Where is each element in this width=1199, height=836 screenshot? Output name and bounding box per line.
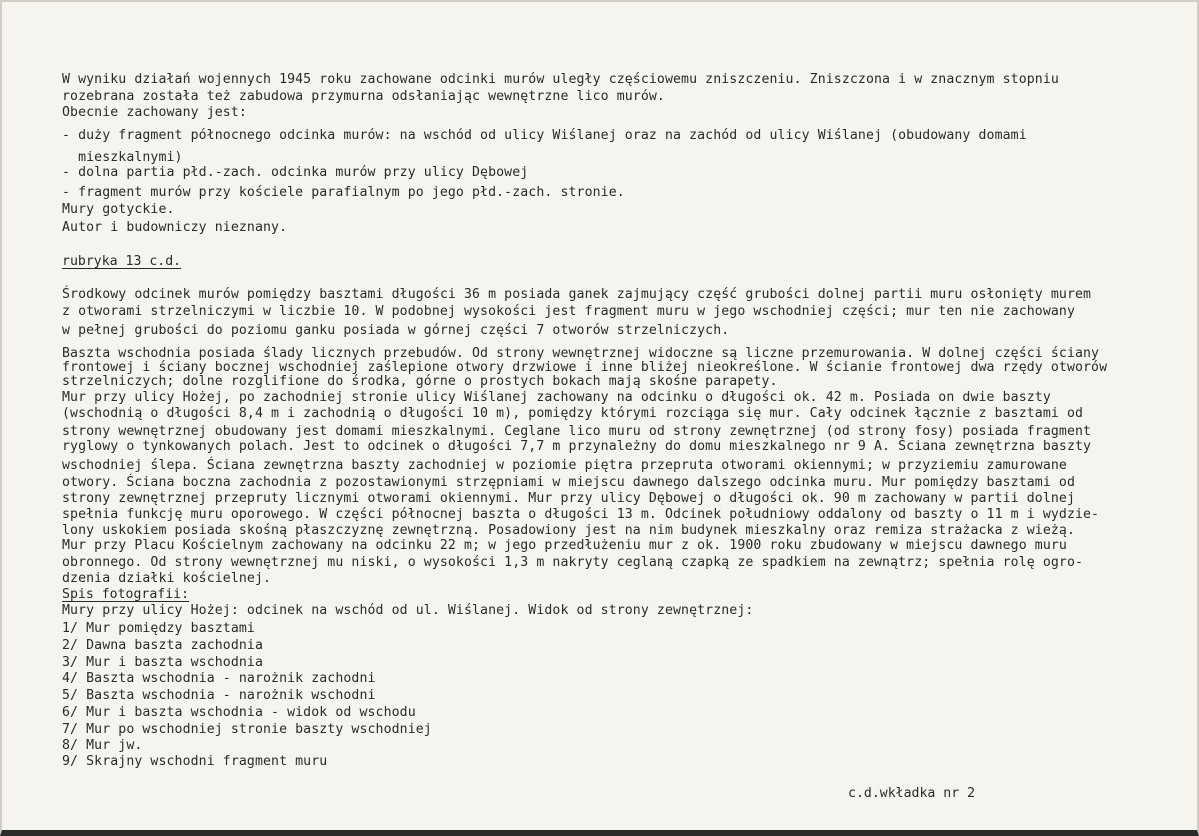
bullet-2: - dolna partia płd.-zach. odcinka murów przy ulicy Dębowej xyxy=(62,165,529,180)
section-heading: rubryka 13 c.d. xyxy=(62,254,182,269)
bullet-3: - fragment murów przy kościele parafialnym po jego płd.-zach. stronie. xyxy=(62,185,625,200)
intro-line-2: rozebrana została też zabudowa przymurna odsłaniając wewnętrzne lico murów. xyxy=(62,89,665,104)
photo-item-2: 2/ Dawna baszta zachodnia xyxy=(62,638,263,653)
photos-intro: Mury przy ulicy Hożej: odcinek na wschód od ul. Wiślanej. Widok od strony zewnętrznej: xyxy=(62,603,754,618)
para2-line-2: frontowej i ściany bocznej wschodniej zaślepione otwory drzwiowe i inne bliżej nieokreślone. W ścianie frontowej dwa rzędy otworów xyxy=(62,360,1108,375)
para2-line-15: dzenia działki kościelnej. xyxy=(62,571,272,586)
gothic-note: Mury gotyckie. xyxy=(62,202,175,217)
intro-line-1: W wyniku działań wojennych 1945 roku zachowane odcinki murów uległy częściowemu zniszczeniu. Zniszczona i w znacznym stopniu xyxy=(62,72,1059,87)
photo-item-5: 5/ Baszta wschodnia - narożnik wschodni xyxy=(62,688,376,703)
para2-line-11: spełnia funkcję muru oporowego. W części północnej baszta o długości 13 m. Odcinek południowy oddalony od baszty o 11 m i wydzie- xyxy=(62,507,1100,522)
para2-line-10: strony zewnętrznej przepruty licznymi otworami okiennymi. Mur przy ulicy Dębowej o długości ok. 90 m zachowany w partii dolnej xyxy=(62,491,1075,506)
para1-line-3: w pełnej grubości do poziomu ganku posiada w górnej części 7 otworów strzelniczych. xyxy=(62,323,730,338)
footer-continuation: c.d.wkładka nr 2 xyxy=(848,786,976,801)
para2-line-5: (wschodnią o długości 8,4 m i zachodnią o długości 10 m), pomiędzy którymi rozciąga się mur. Cały odcinek łącznie z basztami od xyxy=(62,406,1084,421)
para2-line-14: obronnego. Od strony wewnętrznej mu niski, o wysokości 1,3 m nakryty ceglaną czapką ze spadkiem na zewnątrz; spełnia rolę ogro- xyxy=(62,555,1084,570)
photo-item-3: 3/ Mur i baszta wschodnia xyxy=(62,655,263,670)
para1-line-1: Środkowy odcinek murów pomiędzy basztami długości 36 m posiada ganek zajmujący część grubości dolnej partii muru osłonięty murem xyxy=(62,287,1092,302)
para2-line-1: Baszta wschodnia posiada ślady licznych przebudów. Od strony wewnętrznej widoczne są liczne przemurowania. W dolnej części ściany xyxy=(62,346,1100,361)
photo-item-6: 6/ Mur i baszta wschodnia - widok od wschodu xyxy=(62,705,416,720)
para2-line-12: lony uskokiem posiada skośną płaszczyznę zewnętrzną. Posadowiony jest na nim budynek mieszkalny oraz remiza strażacka z wieżą. xyxy=(62,523,1075,538)
bullet-1b: mieszkalnymi) xyxy=(62,150,183,165)
photo-item-8: 8/ Mur jw. xyxy=(62,738,143,753)
intro-line-3: Obecnie zachowany jest: xyxy=(62,105,247,120)
photo-item-9: 9/ Skrajny wschodni fragment muru xyxy=(62,754,328,769)
para2-line-9: otwory. Ściana boczna zachodnia z pozostawionymi strzępniami w miejscu dawnego dalszego odcinka muru. Mur pomiędzy basztami od xyxy=(62,475,1075,490)
para2-line-7: ryglowy o tynkowanych polach. Jest to odcinek o długości 7,7 m przynależny do domu mieszkalnego nr 9 A. Ściana zewnętrzna baszty xyxy=(62,439,1092,454)
para2-line-8: wschodniej ślepa. Ściana zewnętrzna baszty zachodniej w poziomie piętra przepruta otworami okiennymi; w przyziemiu zamurowane xyxy=(62,458,1067,473)
photo-item-7: 7/ Mur po wschodniej stronie baszty wschodniej xyxy=(62,722,432,737)
photo-item-4: 4/ Baszta wschodnia - narożnik zachodni xyxy=(62,671,376,686)
photos-heading: Spis fotografii: xyxy=(62,587,190,602)
para2-line-3: strzelniczych; dolne rozglifione do środka, górne o prostych bokach mają skośne parapety. xyxy=(62,374,778,389)
bullet-1a: - duży fragment północnego odcinka murów: na wschód od ulicy Wiślanej oraz na zachód od ulicy Wiślanej (obudowany domami xyxy=(62,128,1027,143)
para2-line-4: Mur przy ulicy Hożej, po zachodniej stronie ulicy Wiślanej zachowany na odcinku o długości ok. 42 m. Posiada on dwie baszty xyxy=(62,390,1051,405)
para1-line-2: z otworami strzelniczymi w liczbie 10. W podobnej wysokości jest fragment muru w jego wschodniej części; mur ten nie zachowany xyxy=(62,304,1075,319)
author-note: Autor i budowniczy nieznany. xyxy=(62,220,288,235)
para2-line-13: Mur przy Placu Kościelnym zachowany na odcinku 22 m; w jego przedłużeniu mur z ok. 1900 roku zbudowany w miejscu dawnego muru xyxy=(62,538,1067,553)
photo-item-1: 1/ Mur pomiędzy basztami xyxy=(62,621,255,636)
para2-line-6: strony wewnętrznej obudowany jest domami mieszkalnymi. Ceglane lico muru od strony zewnętrznej (od strony fosy) posiada fragment xyxy=(62,424,1092,439)
